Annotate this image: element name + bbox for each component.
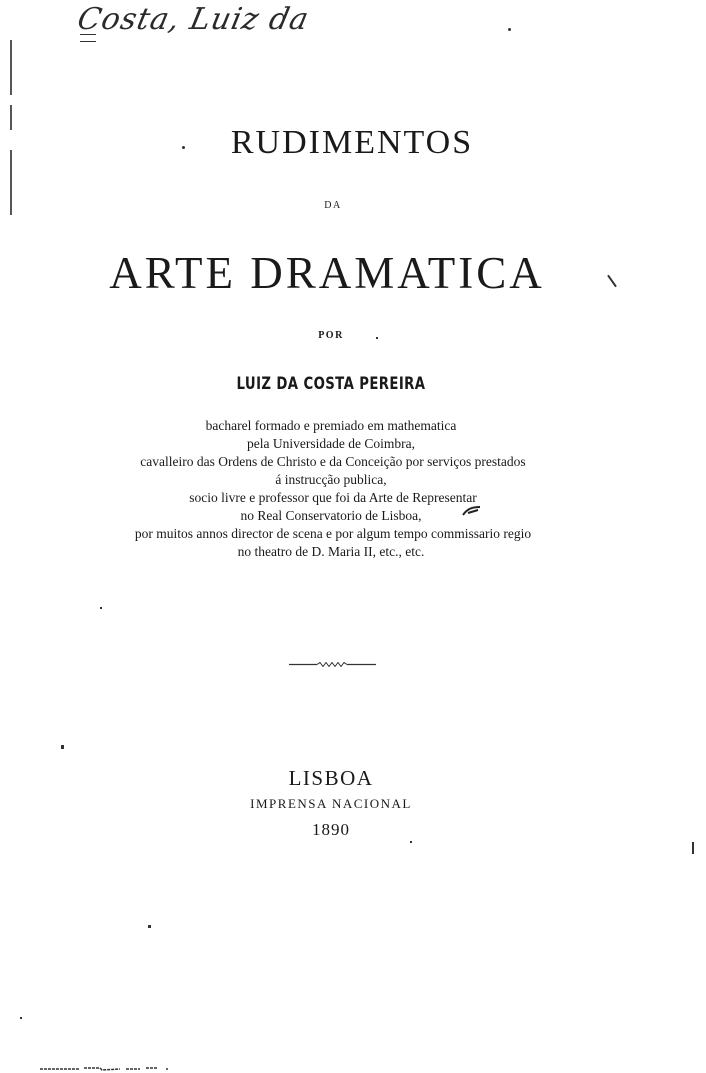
handwritten-note: Costa, Luiz da: [74, 2, 313, 37]
credential-line: no Real Conservatorio de Lisboa,: [240, 508, 422, 523]
author-name: LUIZ DA COSTA PEREIRA: [236, 374, 426, 394]
scan-edge-mark: [10, 40, 12, 95]
credential-line: socio livre e professor que foi da Arte de Representar: [189, 490, 477, 505]
title-line-1: RUDIMENTOS: [230, 124, 474, 161]
scan-speck: [100, 607, 102, 609]
ornamental-divider: [289, 662, 376, 666]
title-connector: DA: [324, 200, 342, 211]
scan-speck: [692, 842, 694, 854]
credential-line: no theatro de D. Maria II, etc., etc.: [237, 544, 425, 559]
credential-line: bacharel formado e premiado em mathematica: [205, 418, 457, 433]
scan-speck: [410, 841, 412, 843]
imprint-press: IMPRENSA NACIONAL: [250, 796, 412, 811]
pen-flourish-mark: [462, 505, 482, 517]
title-line-2: ARTE DRAMATICA: [109, 248, 545, 298]
credential-line: á instrucção publica,: [275, 472, 387, 487]
scan-speck: [20, 1017, 22, 1019]
scan-speck: [148, 925, 151, 928]
imprint-year: 1890: [312, 820, 350, 839]
by-label: POR: [318, 330, 344, 341]
credential-line: por muitos annos director de scena e por algum tempo commissario regio: [134, 526, 532, 541]
scan-smudge: [40, 1066, 180, 1071]
handwritten-underline: [80, 34, 96, 42]
credential-line: cavalleiro das Ordens de Christo e da Conceição por serviços prestados: [140, 454, 526, 469]
scan-speck: [61, 745, 64, 749]
imprint-city: LISBOA: [288, 766, 374, 790]
scan-speck: [508, 28, 511, 31]
credential-line: pela Universidade de Coimbra,: [247, 436, 415, 451]
